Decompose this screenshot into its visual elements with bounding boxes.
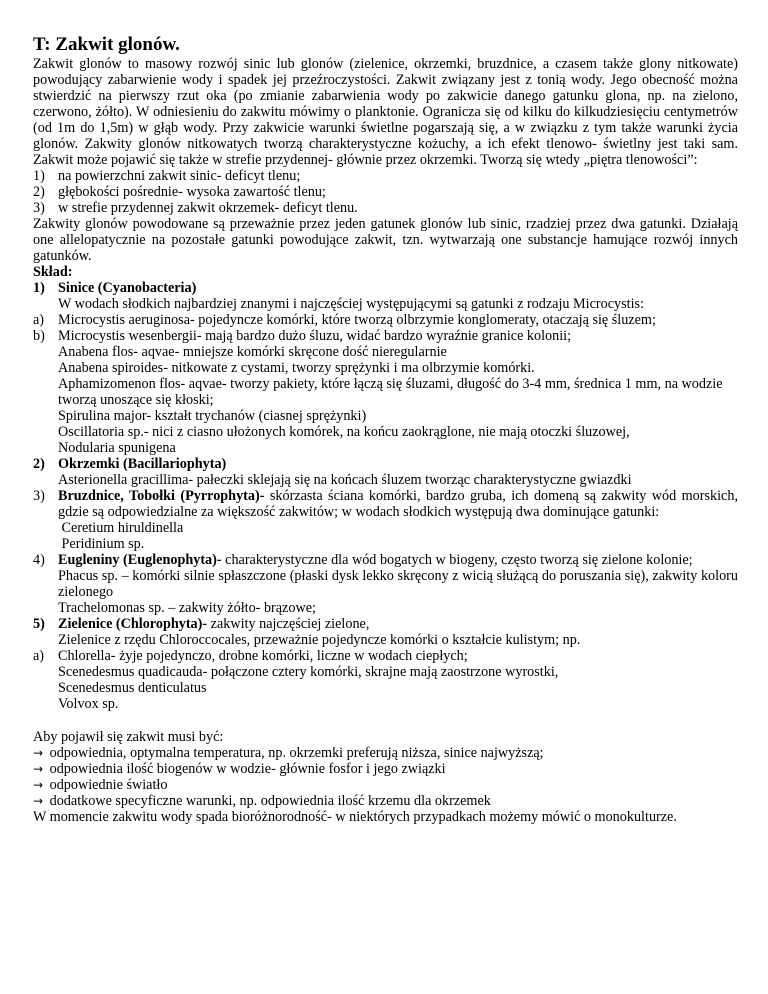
- species-item: Spirulina major- kształt trychanów (ciasnej sprężynki): [58, 408, 367, 424]
- composition-heading: Skład:: [33, 264, 73, 280]
- species-item: Asterionella gracillima- pałeczki sklejają się na końcach śluzem tworząc charakterystyczne gwiazdki: [58, 472, 632, 488]
- spacer: [33, 712, 738, 729]
- section-text: Zielenice z rzędu Chloroccocales, przeważnie pojedyncze komórki o kształcie kulistym; np.: [58, 632, 581, 648]
- condition-item: → dodatkowe specyficzne warunki, np. odpowiednia ilość krzemu dla okrzemek: [33, 793, 491, 809]
- condition-item: → odpowiednie światło: [33, 777, 168, 793]
- list-item: 1) na powierzchni zakwit sinic- deficyt tlenu;: [33, 168, 301, 184]
- condition-item: → odpowiednia, optymalna temperatura, np. okrzemki preferują niższa, sinice najwyższą;: [33, 745, 544, 761]
- document-body: [33, 34, 738, 825]
- section-heading-bruzdnice: Bruzdnice, Tobołki (Pyrrophyta)-: [58, 488, 265, 504]
- arrow-right-icon: →: [33, 746, 44, 760]
- species-item: Scenedesmus denticulatus: [58, 680, 207, 696]
- species-item: Aphamizomenon flos- aqvae- tworzy pakiety, które łączą się śluzami, długość do 3-4 mm, średnica 1 mm, na wodzie tworzą unoszące się kłoski;: [58, 376, 723, 408]
- section-zielenice: 5) Zielenice (Chlorophyta)- zakwity najczęściej zielone,: [33, 616, 370, 632]
- species-item: Peridinium sp.: [58, 536, 145, 552]
- intro-paragraph: Zakwit glonów to masowy rozwój sinic lub glonów (zielenice, okrzemki, bruzdnice, a czasem także glony nitkowate) powodujący zabarwienie wody i spadek jej przeźroczystości. Zakwit związany jest z tonią wody. Jego obecność można stwierdzić na pierwszy rzut oka (po zmianie zabarwienia wody po zakwicie danego gatunku glona, np. na zielono, czerwono, żółto). W odniesieniu do zakwitu mówimy o planktonie. Ogranicza się od kilku do kilkudziesięciu centymetrów (od 1m do 1,5m) w głąb wody. Przy zakwicie warunki świetlne pogarszają się, a w związku z tym także warunki życia glonów. Zakwity glonów nitkowatych tworzą charakterystyczne kożuchy, a ich efekt tlenowo- świetlny jest taki sam. Zakwit może pojawić się także w strefie przydennej- głównie przez okrzemki. Tworzą się wtedy „piętra tlenowości”:: [33, 56, 738, 168]
- species-item: Ceretium hiruldinella: [58, 520, 184, 536]
- list-item: b) Microcystis wesenbergii- mają bardzo dużo śluzu, widać bardzo wyraźnie granice kolonii;: [33, 328, 572, 344]
- conditions-lead: Aby pojawił się zakwit musi być:: [33, 729, 224, 745]
- closing-paragraph: W momencie zakwitu wody spada bioróżnorodność- w niektórych przypadkach możemy mówić o monokulturze.: [33, 809, 677, 825]
- list-item: a) Microcystis aeruginosa- pojedyncze komórki, które tworzą olbrzymie konglomeraty, otaczają się śluzem;: [33, 312, 656, 328]
- section-heading-okrzemki: 2) Okrzemki (Bacillariophyta): [33, 456, 227, 472]
- list-item: 3) w strefie przydennej zakwit okrzemek- deficyt tlenu.: [33, 200, 358, 216]
- list-item: a) Chlorella- żyje pojedynczo, drobne komórki, liczne w wodach ciepłych;: [33, 648, 468, 664]
- paragraph-allelopathy: Zakwity glonów powodowane są przeważnie przez jeden gatunek glonów lub sinic, rzadziej przez dwa gatunki. Działają one allelopatycznie na pozostałe gatunki powodujące zakwit, tzn. wytwarzają one substancje hamujące rozwój innych gatunków.: [33, 216, 738, 264]
- document-title: T: Zakwit glonów.: [33, 34, 180, 55]
- condition-item: → odpowiednia ilość biogenów w wodzie- głównie fosfor i jego związki: [33, 761, 446, 777]
- species-item: Anabena spiroides- nitkowate z cystami, tworzy sprężynki i ma olbrzymie komórki.: [58, 360, 535, 376]
- arrow-right-icon: →: [33, 762, 44, 776]
- arrow-right-icon: →: [33, 778, 44, 792]
- species-item: Trachelomonas sp. – zakwity żółto- brązowe;: [58, 600, 316, 616]
- species-item: Volvox sp.: [58, 696, 119, 712]
- section-eugleniny: 4) Eugleniny (Euglenophyta)- charakterystyczne dla wód bogatych w biogeny, często tworzą się zielone kolonie;: [33, 552, 693, 568]
- list-item: 2) głębokości pośrednie- wysoka zawartość tlenu;: [33, 184, 326, 200]
- section-heading-zielenice: Zielenice (Chlorophyta)-: [58, 616, 208, 632]
- species-item: Phacus sp. – komórki silnie spłaszczone (płaski dysk lekko skręcony z wicią służącą do poruszania się), zakwity koloru zielonego: [58, 568, 738, 600]
- section-text: W wodach słodkich najbardziej znanymi i najczęściej występującymi są gatunki z rodzaju Microcystis:: [58, 296, 644, 312]
- species-item: Nodularia spunigena: [58, 440, 176, 456]
- section-heading-sinice: 1) Sinice (Cyanobacteria): [33, 280, 197, 296]
- species-item: Oscillatoria sp.- nici z ciasno ułożonych komórek, na końcu zaokrąglone, nie mają otoczki śluzowej,: [58, 424, 630, 440]
- species-item: Anabena flos- aqvae- mniejsze komórki skręcone dość nieregularnie: [58, 344, 447, 360]
- section-heading-eugleniny: Eugleniny (Euglenophyta)-: [58, 552, 222, 568]
- arrow-right-icon: →: [33, 794, 44, 808]
- section-bruzdnice: 3) Bruzdnice, Tobołki (Pyrrophyta)- skórzasta ściana komórki, bardzo gruba, ich domeną są zakwity wód morskich, gdzie są odpowiedzialne za większość zakwitów; w wodach słodkich występują dwa dominujące gatunki:: [33, 488, 738, 520]
- species-item: Scenedesmus quadicauda- połączone cztery komórki, skrajne mają zaostrzone wyrostki,: [58, 664, 559, 680]
